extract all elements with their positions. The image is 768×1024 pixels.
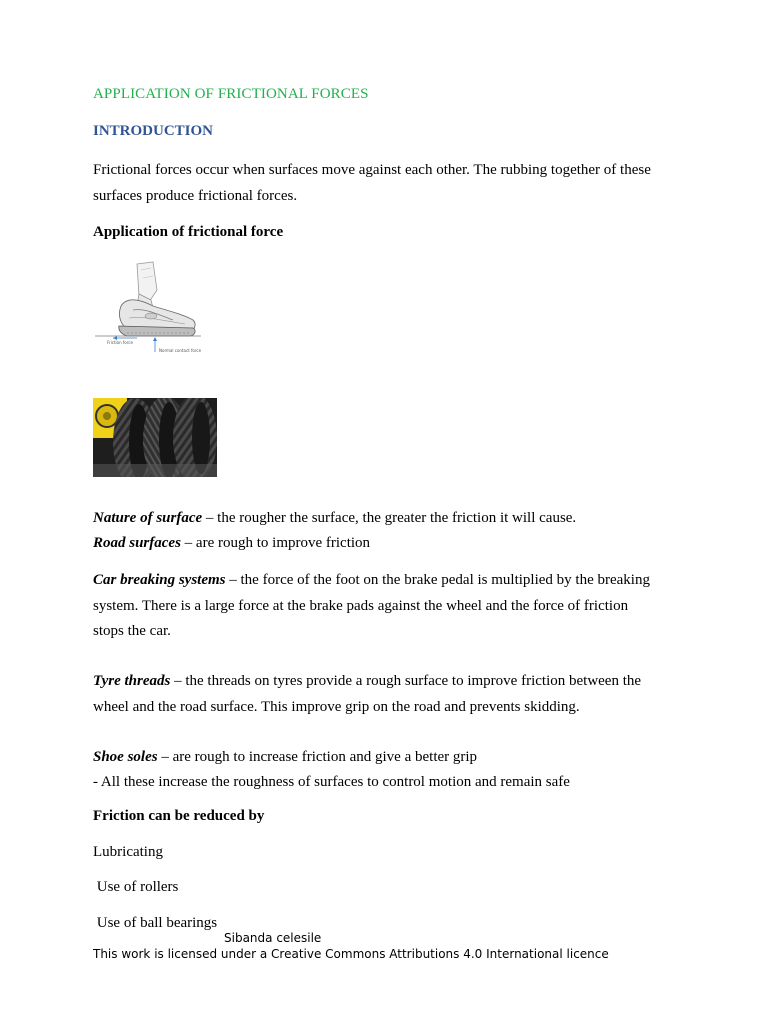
introduction-heading: INTRODUCTION xyxy=(93,123,214,139)
footer-author: Sibanda celesile xyxy=(224,931,322,945)
road-surfaces-text: – are rough to improve friction xyxy=(180,535,371,551)
friction-force-label: Friction force xyxy=(107,340,133,345)
car-breaking-line-3: stops the car. xyxy=(93,623,171,639)
car-breaking-term: Car breaking systems xyxy=(93,572,226,588)
intro-line-1: Frictional forces occur when surfaces move against each other. The rubbing together of these xyxy=(93,162,651,178)
shoe-friction-figure xyxy=(93,260,203,355)
car-breaking-line-2: system. There is a large force at the brake pads against the wheel and the force of friction xyxy=(93,598,629,614)
shoe-illustration xyxy=(93,260,203,355)
road-surfaces-term: Road surfaces xyxy=(93,535,181,551)
road-surfaces-line xyxy=(93,531,370,556)
reduce-item-rollers: Use of rollers xyxy=(93,879,179,895)
tyres-photo xyxy=(93,398,217,477)
all-these-line: - All these increase the roughness of surfaces to control motion and remain safe xyxy=(93,774,570,790)
car-breaking-text-1: – the force of the foot on the brake pedal is multiplied by the breaking xyxy=(225,572,650,588)
nature-of-surface-text: – the rougher the surface, the greater the friction it will cause. xyxy=(202,510,577,526)
tyre-threads-line-2: wheel and the road surface. This improve grip on the road and prevents skidding. xyxy=(93,699,580,715)
shoe-soles-term: Shoe soles xyxy=(93,749,158,765)
intro-line-2: surfaces produce frictional forces. xyxy=(93,188,298,204)
nature-of-surface-line xyxy=(93,506,576,531)
tyre-threads-line-1 xyxy=(93,669,641,694)
car-breaking-line-1 xyxy=(93,568,650,593)
shoe-soles-text: – are rough to increase friction and give a better grip xyxy=(157,749,478,765)
reduce-heading: Friction can be reduced by xyxy=(93,808,265,824)
shoe-soles-line xyxy=(93,745,477,770)
reduce-item-lubricating: Lubricating xyxy=(93,844,163,860)
tyres-illustration xyxy=(93,398,217,477)
application-heading: Application of frictional force xyxy=(93,224,284,240)
document-title: APPLICATION OF FRICTIONAL FORCES xyxy=(93,86,369,102)
footer-license: This work is licensed under a Creative Commons Attributions 4.0 International licence xyxy=(93,947,609,961)
normal-force-label: Normal contact force xyxy=(159,348,202,353)
reduce-item-ball-bearings: Use of ball bearings xyxy=(93,915,218,931)
tyre-threads-term: Tyre threads xyxy=(93,673,171,689)
nature-of-surface-term: Nature of surface xyxy=(93,510,203,526)
tyre-threads-text-1: – the threads on tyres provide a rough surface to improve friction between the xyxy=(170,673,642,689)
